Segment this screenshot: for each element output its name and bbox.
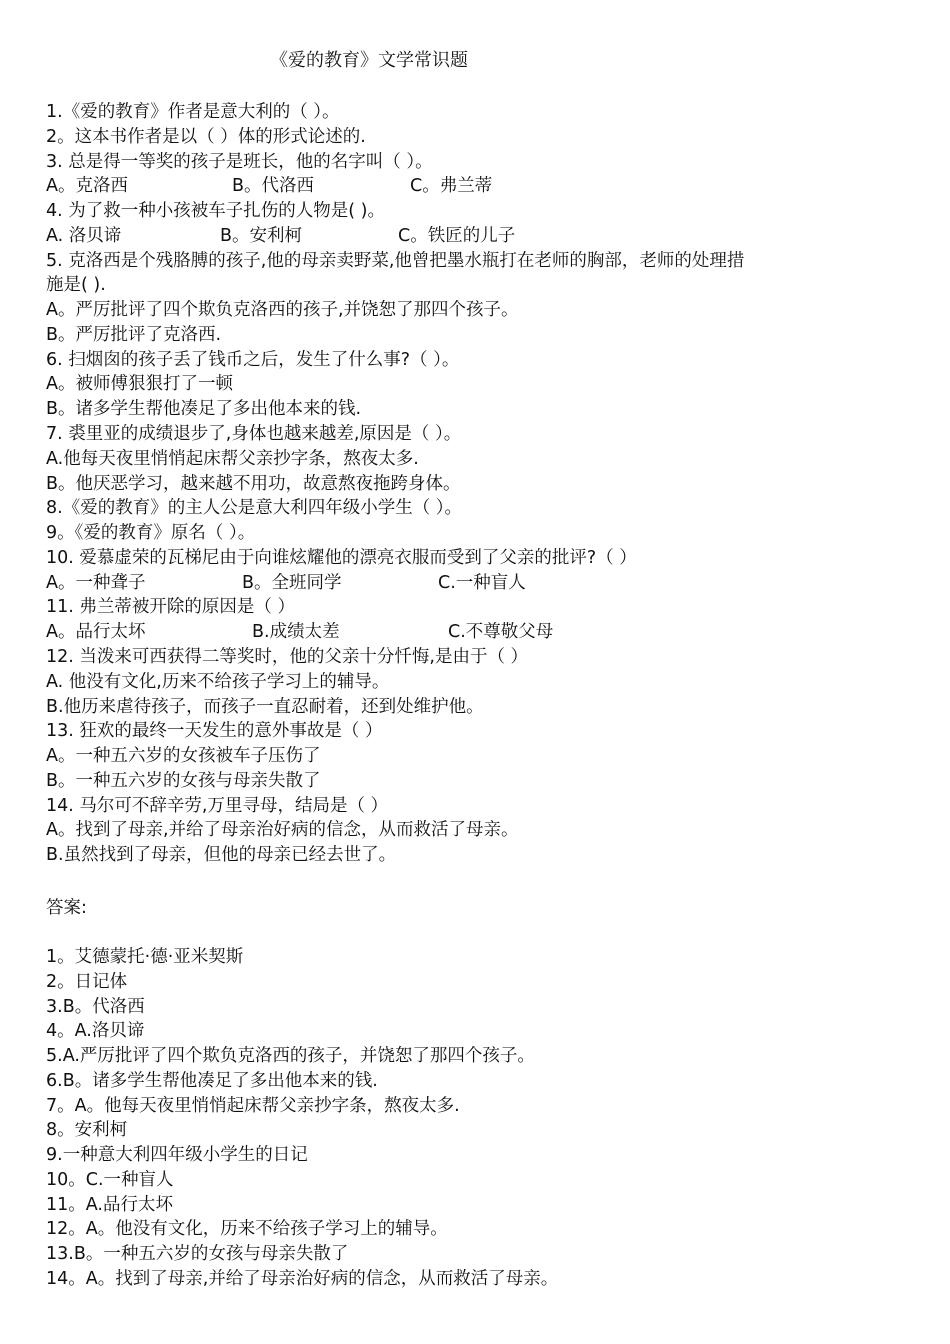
question-6: 6. 扫烟囱的孩子丢了钱币之后，发生了什么事?（ ）。 — [46, 350, 460, 370]
question-4-options — [46, 224, 906, 248]
question-10: 10. 爱慕虚荣的瓦梯尼由于向谁炫耀他的漂亮衣服而受到了父亲的批评?（ ） — [46, 548, 637, 568]
question-13-option-b: B。一种五六岁的女孩与母亲失散了 — [46, 771, 321, 791]
option-a: A。一种聋子 — [46, 573, 146, 593]
question-12-option-a: A. 他没有文化,历来不给孩子学习上的辅导。 — [46, 672, 390, 692]
document-title: 《爱的教育》文学常识题 — [270, 50, 468, 71]
option-a: A。品行太坏 — [46, 622, 146, 642]
question-5-option-b: B。严厉批评了克洛西. — [46, 325, 222, 345]
answer-11: 11。A.品行太坏 — [46, 1195, 173, 1215]
answer-12: 12。A。他没有文化，历来不给孩子学习上的辅导。 — [46, 1219, 448, 1239]
option-b: B。代洛西 — [232, 176, 315, 196]
answer-5: 5.A.严厉批评了四个欺负克洛西的孩子，并饶恕了那四个孩子。 — [46, 1046, 535, 1066]
answer-14: 14。A。找到了母亲,并给了母亲治好病的信念，从而救活了母亲。 — [46, 1269, 559, 1289]
option-a: A. 洛贝谛 — [46, 226, 122, 246]
answer-13: 13.B。一种五六岁的女孩与母亲失散了 — [46, 1244, 349, 1264]
question-6-option-b: B。诸多学生帮他凑足了多出他本来的钱. — [46, 399, 362, 419]
question-5-line-1: 5. 克洛西是个残胳膊的孩子,他的母亲卖野菜,他曾把墨水瓶打在老师的胸部，老师的处理措 — [46, 251, 745, 271]
question-13-option-a: A。一种五六岁的女孩被车子压伤了 — [46, 746, 321, 766]
question-11: 11. 弗兰蒂被开除的原因是（ ） — [46, 597, 295, 617]
answer-6: 6.B。诸多学生帮他凑足了多出他本来的钱. — [46, 1071, 378, 1091]
question-10-options — [46, 571, 906, 595]
option-c: C.不尊敬父母 — [448, 622, 554, 642]
question-3-options — [46, 174, 906, 198]
answer-2: 2。日记体 — [46, 972, 128, 992]
question-12-option-b: B.他历来虐待孩子，而孩子一直忍耐着，还到处维护他。 — [46, 697, 484, 717]
answer-1: 1。艾德蒙托·德·亚米契斯 — [46, 947, 244, 967]
option-b: B。安利柯 — [220, 226, 303, 246]
question-8: 8.《爱的教育》的主人公是意大利四年级小学生（ ）。 — [46, 498, 463, 518]
option-c: C。弗兰蒂 — [410, 176, 493, 196]
answer-8: 8。安利柯 — [46, 1120, 128, 1140]
question-11-options — [46, 620, 906, 644]
option-b: B.成绩太差 — [252, 622, 340, 642]
answer-10: 10。C.一种盲人 — [46, 1170, 174, 1190]
question-5-line-2: 施是( ). — [46, 275, 106, 295]
question-3: 3. 总是得一等奖的孩子是班长，他的名字叫（ ）。 — [46, 152, 433, 172]
question-14-option-a: A。找到了母亲,并给了母亲治好病的信念，从而救活了母亲。 — [46, 820, 519, 840]
question-2: 2。这本书作者是以（ ）体的形式论述的. — [46, 127, 366, 147]
answer-4: 4。A.洛贝谛 — [46, 1021, 145, 1041]
question-1: 1.《爱的教育》作者是意大利的（ ）。 — [46, 102, 340, 122]
answer-7: 7。A。他每天夜里悄悄起床帮父亲抄字条，熬夜太多. — [46, 1096, 460, 1116]
question-7-option-b: B。他厌恶学习，越来越不用功，故意熬夜拖跨身体。 — [46, 474, 461, 494]
option-b: B。全班同学 — [242, 573, 342, 593]
question-5-option-a: A。严厉批评了四个欺负克洛西的孩子,并饶恕了那四个孩子。 — [46, 300, 519, 320]
question-13: 13. 狂欢的最终一天发生的意外事故是（ ） — [46, 721, 383, 741]
question-9: 9。《爱的教育》原名（ ）。 — [46, 523, 256, 543]
option-c: C。铁匠的儿子 — [398, 226, 516, 246]
question-12: 12. 当泼来可西获得二等奖时，他的父亲十分忏悔,是由于（ ） — [46, 647, 529, 667]
answer-3: 3.B。代洛西 — [46, 997, 145, 1017]
question-14-option-b: B.虽然找到了母亲，但他的母亲已经去世了。 — [46, 845, 397, 865]
question-14: 14. 马尔可不辞辛劳,万里寻母，结局是（ ） — [46, 796, 389, 816]
question-7-option-a: A.他每天夜里悄悄起床帮父亲抄字条，熬夜太多. — [46, 449, 419, 469]
question-4: 4. 为了救一种小孩被车子扎伤的人物是( )。 — [46, 201, 385, 221]
question-7: 7. 裘里亚的成绩退步了,身体也越来越差,原因是（ ）。 — [46, 424, 462, 444]
answers-heading: 答案: — [46, 898, 87, 918]
option-c: C.一种盲人 — [438, 573, 526, 593]
answer-9: 9.一种意大利四年级小学生的日记 — [46, 1145, 308, 1165]
option-a: A。克洛西 — [46, 176, 128, 196]
question-6-option-a: A。被师傅狠狠打了一顿 — [46, 374, 233, 394]
